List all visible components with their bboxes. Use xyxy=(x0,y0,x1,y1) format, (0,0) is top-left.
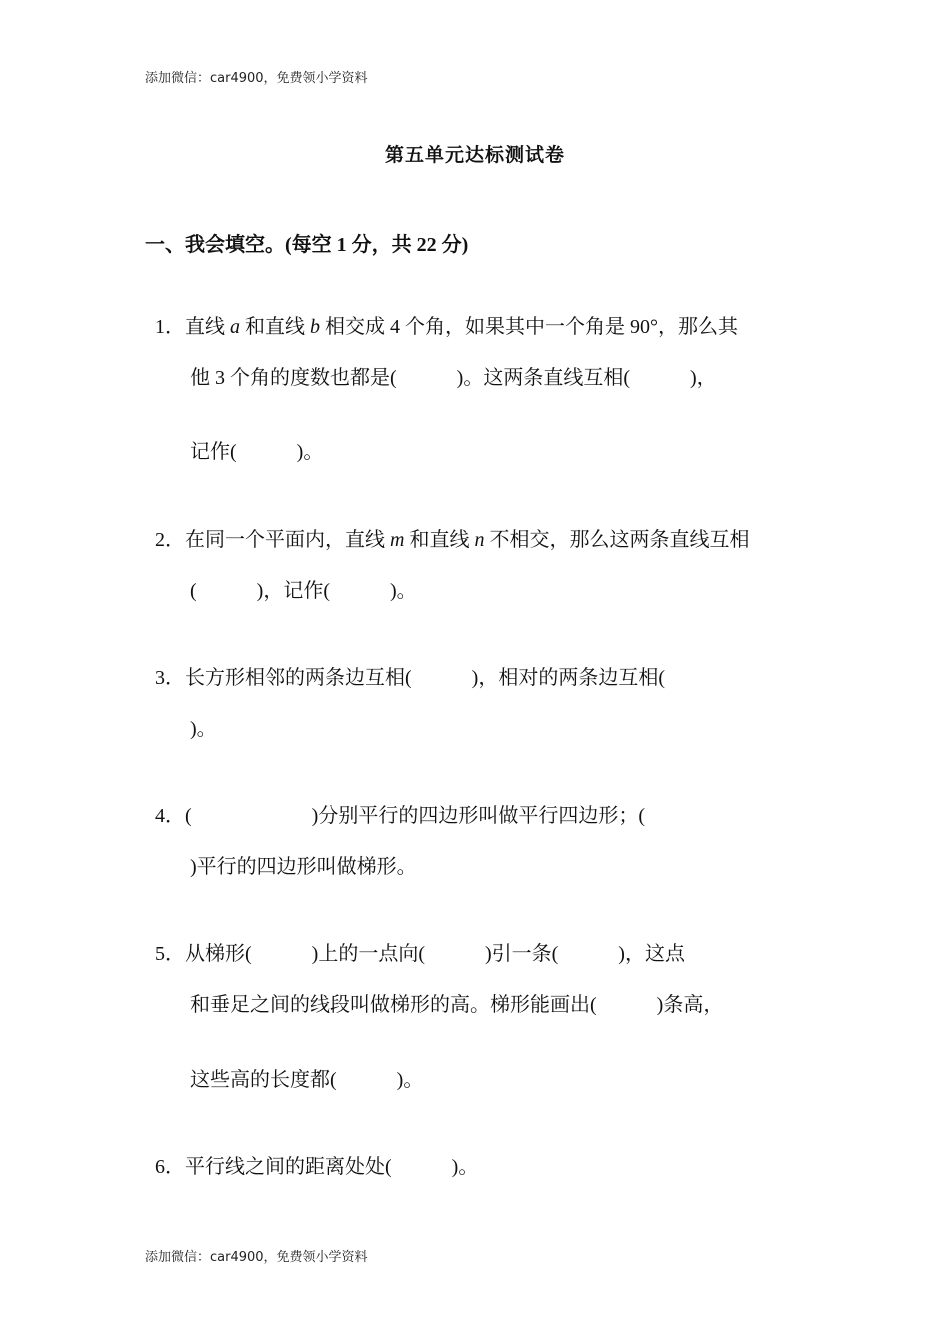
question-5-line-2: 和垂足之间的线段叫做梯形的高。梯形能画出( )条高， xyxy=(190,994,724,1016)
question-2-line-2: ( )，记作( )。 xyxy=(190,580,417,602)
question-1-line-2: 他 3 个角的度数也都是( )。这两条直线互相( )， xyxy=(190,367,717,389)
page-title: 第五单元达标测试卷 xyxy=(384,144,565,166)
question-2-line-1 xyxy=(145,504,749,552)
variable: a xyxy=(230,316,240,338)
variable: m xyxy=(390,529,405,551)
question-number: 5． xyxy=(155,943,185,965)
question-number: 3． xyxy=(155,667,185,689)
question-number: 4． xyxy=(155,805,185,827)
page-header: 添加微信：car4900，免费领小学资料 xyxy=(145,71,368,86)
section-heading: 一、我会填空。(每空 1 分，共 22 分) xyxy=(145,234,469,256)
question-4-line-1 xyxy=(145,780,645,828)
question-text: 在同一个平面内，直线 xyxy=(185,529,390,551)
question-text: 直线 xyxy=(185,316,230,338)
question-text: 不相交，那么这两条直线互相 xyxy=(484,529,750,551)
question-6-line-1 xyxy=(145,1131,478,1179)
question-text: 和直线 xyxy=(404,529,475,551)
question-number: 2． xyxy=(155,529,185,551)
question-text: 长方形相邻的两条边互相( )，相对的两条边互相( xyxy=(185,667,665,689)
question-number: 6． xyxy=(155,1156,185,1178)
question-5-line-3: 这些高的长度都( )。 xyxy=(190,1069,424,1091)
question-4-line-2: )平行的四边形叫做梯形。 xyxy=(190,856,417,878)
question-3-line-1 xyxy=(145,642,665,690)
question-1-line-3: 记作( )。 xyxy=(190,441,324,463)
page-footer: 添加微信：car4900，免费领小学资料 xyxy=(145,1250,368,1265)
question-number: 1． xyxy=(155,316,185,338)
variable: n xyxy=(474,529,485,551)
question-text: 平行线之间的距离处处( )。 xyxy=(185,1156,479,1178)
question-3-line-2: )。 xyxy=(190,718,217,740)
question-1-line-1 xyxy=(145,291,738,339)
question-text: 从梯形( )上的一点向( )引一条( )，这点 xyxy=(185,943,685,965)
question-text: ( )分别平行的四边形叫做平行四边形；( xyxy=(185,805,645,827)
question-text: 相交成 4 个角，如果其中一个角是 90°，那么其 xyxy=(320,316,738,338)
question-5-line-1 xyxy=(145,918,685,966)
question-text: 和直线 xyxy=(240,316,310,338)
variable: b xyxy=(310,316,320,338)
